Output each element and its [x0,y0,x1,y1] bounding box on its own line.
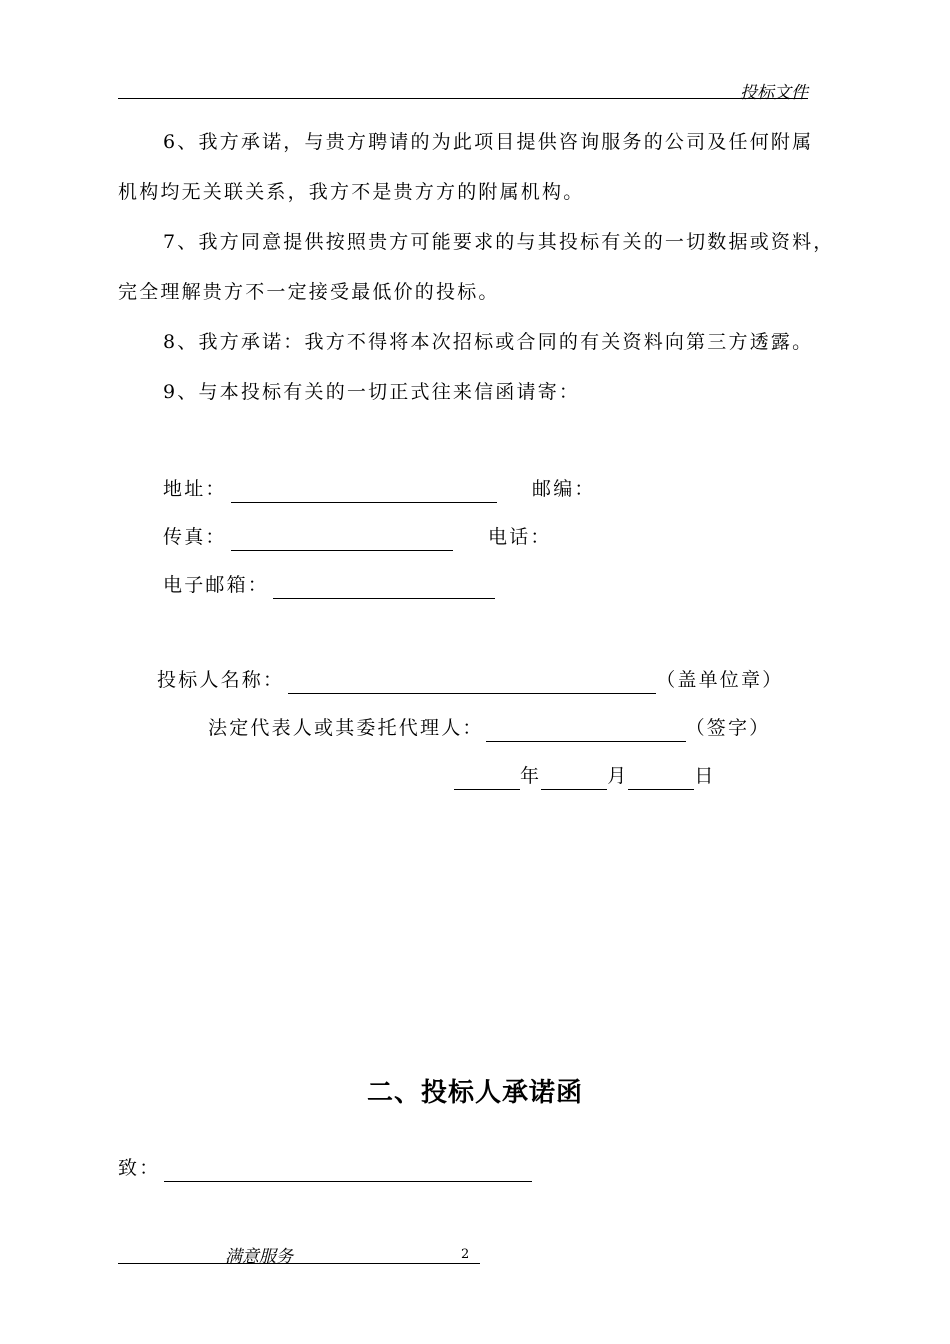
addressee-field[interactable] [164,1161,532,1182]
sign-note: （签字） [685,717,771,739]
addressee-label: 致： [118,1157,161,1179]
clause-6-line-2: 机构均无关联关系，我方不是贵方方的附属机构。 [118,181,585,203]
clause-6-line-1: 6、我方承诺，与贵方聘请的为此项目提供咨询服务的公司及任何附属 [163,131,814,153]
day-field[interactable] [628,769,694,790]
year-label: 年 [520,765,542,787]
section-title: 二、投标人承诺函 [366,1078,583,1108]
day-label: 日 [694,765,716,787]
email-row [163,571,495,599]
fax-label: 传真： [163,526,227,548]
email-field[interactable] [273,578,495,599]
month-field[interactable] [541,769,607,790]
footer-label: 满意服务 [225,1247,293,1267]
address-field[interactable] [231,482,497,503]
address-label: 地址： [163,478,227,500]
fax-row [163,523,453,551]
bidder-name-field[interactable] [288,673,656,694]
email-label: 电子邮箱： [163,574,270,596]
clause-7-line-1: 7、我方同意提供按照贵方可能要求的与其投标有关的一切数据或资料， [163,231,835,253]
address-row [163,475,497,503]
clause-7-line-2: 完全理解贵方不一定接受最低价的投标。 [118,281,500,303]
footer-rule [118,1263,480,1264]
phone-label: 电话： [488,526,552,548]
representative-field[interactable] [486,721,686,742]
addressee-row [118,1154,532,1182]
month-label: 月 [607,765,629,787]
clause-8: 8、我方承诺：我方不得将本次招标或合同的有关资料向第三方透露。 [163,331,814,353]
year-field[interactable] [454,769,520,790]
representative-row [208,714,770,742]
postcode-label: 邮编： [532,478,596,500]
header-rule [118,98,808,99]
fax-field[interactable] [231,530,453,551]
date-row [454,762,716,790]
page-number: 2 [461,1247,470,1262]
bidder-row [157,666,783,694]
seal-note: （盖单位章） [656,669,784,691]
header-label: 投标文件 [740,83,808,103]
representative-label: 法定代表人或其委托代理人： [208,717,484,739]
clause-9: 9、与本投标有关的一切正式往来信函请寄： [163,381,581,403]
bidder-name-label: 投标人名称： [157,669,285,691]
